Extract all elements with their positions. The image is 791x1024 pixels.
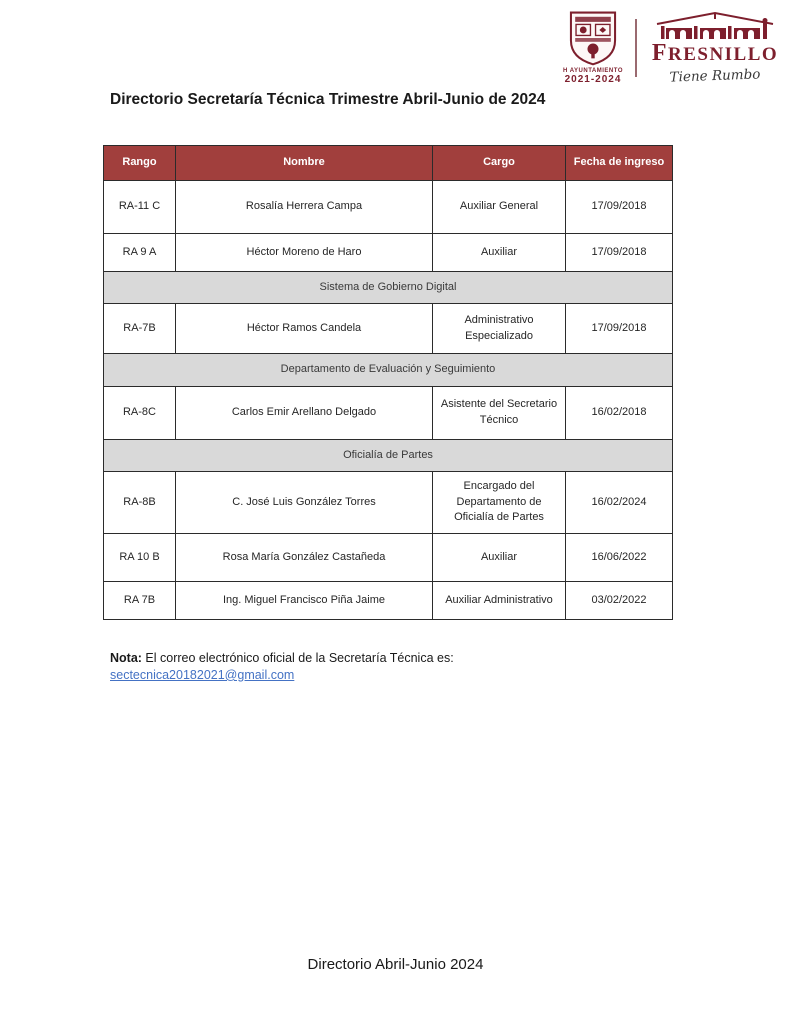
- cell-nombre: Ing. Miguel Francisco Piña Jaime: [176, 582, 433, 620]
- section-label: Sistema de Gobierno Digital: [104, 272, 673, 304]
- section-row: [104, 440, 673, 472]
- directory-table: [103, 145, 673, 620]
- cell-cargo: Auxiliar Administrativo: [433, 582, 566, 620]
- cell-cargo: Encargado del Departamento de Oficialía de Partes: [433, 472, 566, 534]
- table-header-row: [104, 146, 673, 181]
- crest-years: 2021-2024: [564, 74, 622, 85]
- coat-of-arms: [561, 10, 625, 85]
- cell-rango: RA-11 C: [104, 181, 176, 234]
- cell-rango: RA 7B: [104, 582, 176, 620]
- cell-rango: RA-7B: [104, 304, 176, 354]
- cell-fecha: 16/06/2022: [566, 534, 673, 582]
- municipal-logo: [561, 10, 783, 85]
- cell-nombre: Héctor Ramos Candela: [176, 304, 433, 354]
- note: [110, 650, 454, 684]
- table-row: [104, 582, 673, 620]
- email-link[interactable]: sectecnica20182021@gmail.com: [110, 667, 295, 682]
- table-row: [104, 181, 673, 234]
- cell-fecha: 16/02/2024: [566, 472, 673, 534]
- cell-rango: RA 10 B: [104, 534, 176, 582]
- column-header-nombre: Nombre: [176, 146, 433, 181]
- cell-fecha: 17/09/2018: [566, 181, 673, 234]
- brand-name: FRESNILLO: [651, 40, 779, 67]
- page-title: Directorio Secretaría Técnica Trimestre Abril-Junio de 2024: [110, 91, 546, 108]
- table-row: [104, 387, 673, 440]
- cell-cargo: Auxiliar: [433, 534, 566, 582]
- section-label: Departamento de Evaluación y Seguimiento: [104, 354, 673, 387]
- cell-cargo: Administrativo Especializado: [433, 304, 566, 354]
- cell-rango: RA-8C: [104, 387, 176, 440]
- cell-rango: RA-8B: [104, 472, 176, 534]
- cell-nombre: Carlos Emir Arellano Delgado: [176, 387, 433, 440]
- cell-nombre: C. José Luis González Torres: [176, 472, 433, 534]
- table-row: [104, 472, 673, 534]
- cell-nombre: Rosalía Herrera Campa: [176, 181, 433, 234]
- table-row: [104, 304, 673, 354]
- cell-cargo: Asistente del Secretario Técnico: [433, 387, 566, 440]
- crest-caption: H AYUNTAMIENTO: [562, 68, 623, 74]
- logo-divider: [635, 19, 637, 77]
- section-row: [104, 354, 673, 387]
- brand-tagline: Tiene Rumbo: [669, 66, 761, 86]
- brand-logo: [647, 11, 783, 86]
- coat-of-arms-icon: [567, 10, 619, 66]
- column-header-rango: Rango: [104, 146, 176, 181]
- column-header-fecha: Fecha de ingreso: [566, 146, 673, 181]
- aqueduct-icon: [653, 11, 777, 41]
- cell-nombre: Héctor Moreno de Haro: [176, 234, 433, 272]
- cell-rango: RA 9 A: [104, 234, 176, 272]
- column-header-cargo: Cargo: [433, 146, 566, 181]
- cell-fecha: 17/09/2018: [566, 304, 673, 354]
- table-row: [104, 534, 673, 582]
- cell-fecha: 17/09/2018: [566, 234, 673, 272]
- section-row: [104, 272, 673, 304]
- table-row: [104, 234, 673, 272]
- section-label: Oficialía de Partes: [104, 440, 673, 472]
- cell-nombre: Rosa María González Castañeda: [176, 534, 433, 582]
- note-text: El correo electrónico oficial de la Secretaría Técnica es:: [141, 651, 454, 665]
- cell-cargo: Auxiliar: [433, 234, 566, 272]
- note-label: Nota:: [110, 651, 142, 665]
- cell-fecha: 03/02/2022: [566, 582, 673, 620]
- cell-cargo: Auxiliar General: [433, 181, 566, 234]
- cell-fecha: 16/02/2018: [566, 387, 673, 440]
- page-footer: Directorio Abril-Junio 2024: [307, 956, 484, 973]
